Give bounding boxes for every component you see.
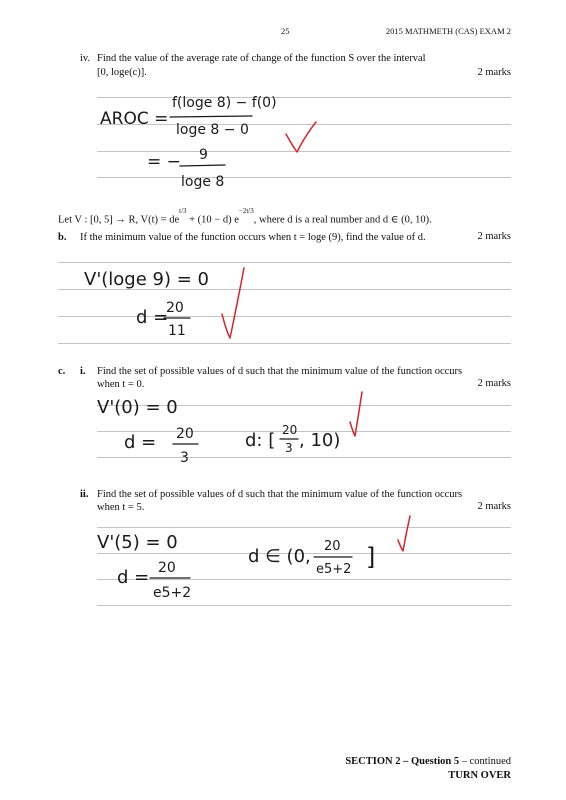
hw-ci-line1: V'(0) = 0 [97, 397, 178, 418]
definition-exponent-1: t/3 [179, 207, 187, 215]
hw-ci-set-lead: d: [ [245, 430, 276, 451]
hw-cii-line1: V'(5) = 0 [97, 532, 178, 553]
hw-fraction-bar [180, 165, 225, 166]
footer-section-line [345, 756, 511, 767]
question-b-label: b. [58, 232, 67, 243]
question-c-ii-text-line1: Find the set of possible values of d such that the minimum value of the function occurs [97, 489, 463, 500]
definition-exponent-2: −2t/3 [238, 207, 254, 215]
exam-title: 2015 MATHMETH (CAS) EXAM 2 [385, 26, 511, 36]
question-iv-marks: 2 marks [477, 67, 511, 78]
question-iv-text-line2: [0, loge(c)]. [97, 67, 147, 78]
hw-cii-numerator: 20 [158, 560, 176, 576]
hw-ci-d: d = [124, 432, 157, 453]
hw-marker-tick-icon [286, 122, 316, 152]
question-c-ii-label: ii. [80, 489, 89, 500]
hw-ci-numerator: 20 [176, 426, 194, 442]
definition-tail: , where d is a real number and d ∈ (0, 10). [253, 214, 432, 226]
question-c-i-label: i. [80, 366, 86, 377]
hw-ci-set-denominator: 3 [285, 441, 293, 455]
hw-cii-denominator: e5+2 [153, 585, 192, 601]
hw-aroc-denominator-2: loge 8 [181, 174, 225, 190]
question-c-i-text-line1: Find the set of possible values of d such that the minimum value of the function occurs [97, 366, 463, 377]
footer-continued: – continued [459, 756, 511, 767]
question-iv-label: iv. [80, 53, 91, 64]
footer-turn-over: TURN OVER [448, 770, 511, 781]
question-c-i-marks: 2 marks [477, 378, 511, 389]
hw-ci-set-tail: , 10) [299, 430, 341, 451]
hw-marker-tick-icon [222, 268, 244, 338]
hw-aroc-equals: = − [147, 152, 181, 172]
question-c-label: c. [58, 366, 66, 377]
hw-aroc-denominator: loge 8 − 0 [176, 122, 249, 138]
definition-middle: + (10 − d) e [189, 214, 239, 226]
question-iv-text-line1: Find the value of the average rate of change of the function S over the interval [97, 53, 426, 64]
hw-b-line1: V'(loge 9) = 0 [84, 269, 209, 290]
page-number: 25 [281, 26, 290, 36]
hw-aroc-numerator-2: 9 [199, 147, 208, 163]
hw-marker-tick-icon [350, 392, 362, 436]
footer-section: SECTION 2 – Question 5 [345, 756, 460, 767]
hw-aroc-numerator: f(loge 8) − f(0) [172, 95, 277, 111]
question-c-ii-marks: 2 marks [477, 501, 511, 512]
hw-cii-d: d = [117, 567, 150, 588]
definition-lead: Let V : [0, 5] → R, V(t) = de [58, 214, 180, 226]
hw-b-numerator: 20 [166, 300, 184, 316]
hw-ci-denominator: 3 [180, 450, 189, 466]
question-c-i-text-line2: when t = 0. [97, 379, 145, 390]
hw-marker-tick-icon [398, 516, 410, 551]
hw-cii-set-numerator: 20 [324, 539, 341, 554]
question-b-marks: 2 marks [477, 231, 511, 242]
hw-fraction-bar [170, 116, 252, 117]
hw-ci-set-numerator: 20 [282, 423, 298, 437]
hw-cii-set-denominator: e5+2 [316, 562, 352, 577]
question-b-text: If the minimum value of the function occurs when t = loge (9), find the value of d. [80, 232, 426, 243]
hw-aroc-lhs: AROC = [100, 109, 169, 129]
hw-cii-set-tail: ] [366, 543, 376, 571]
hw-cii-set-lead: d ∈ (0, [248, 546, 311, 567]
hw-b-denominator: 11 [168, 323, 186, 339]
question-c-ii-text-line2: when t = 5. [97, 502, 145, 513]
hw-b-d: d = [136, 307, 169, 328]
